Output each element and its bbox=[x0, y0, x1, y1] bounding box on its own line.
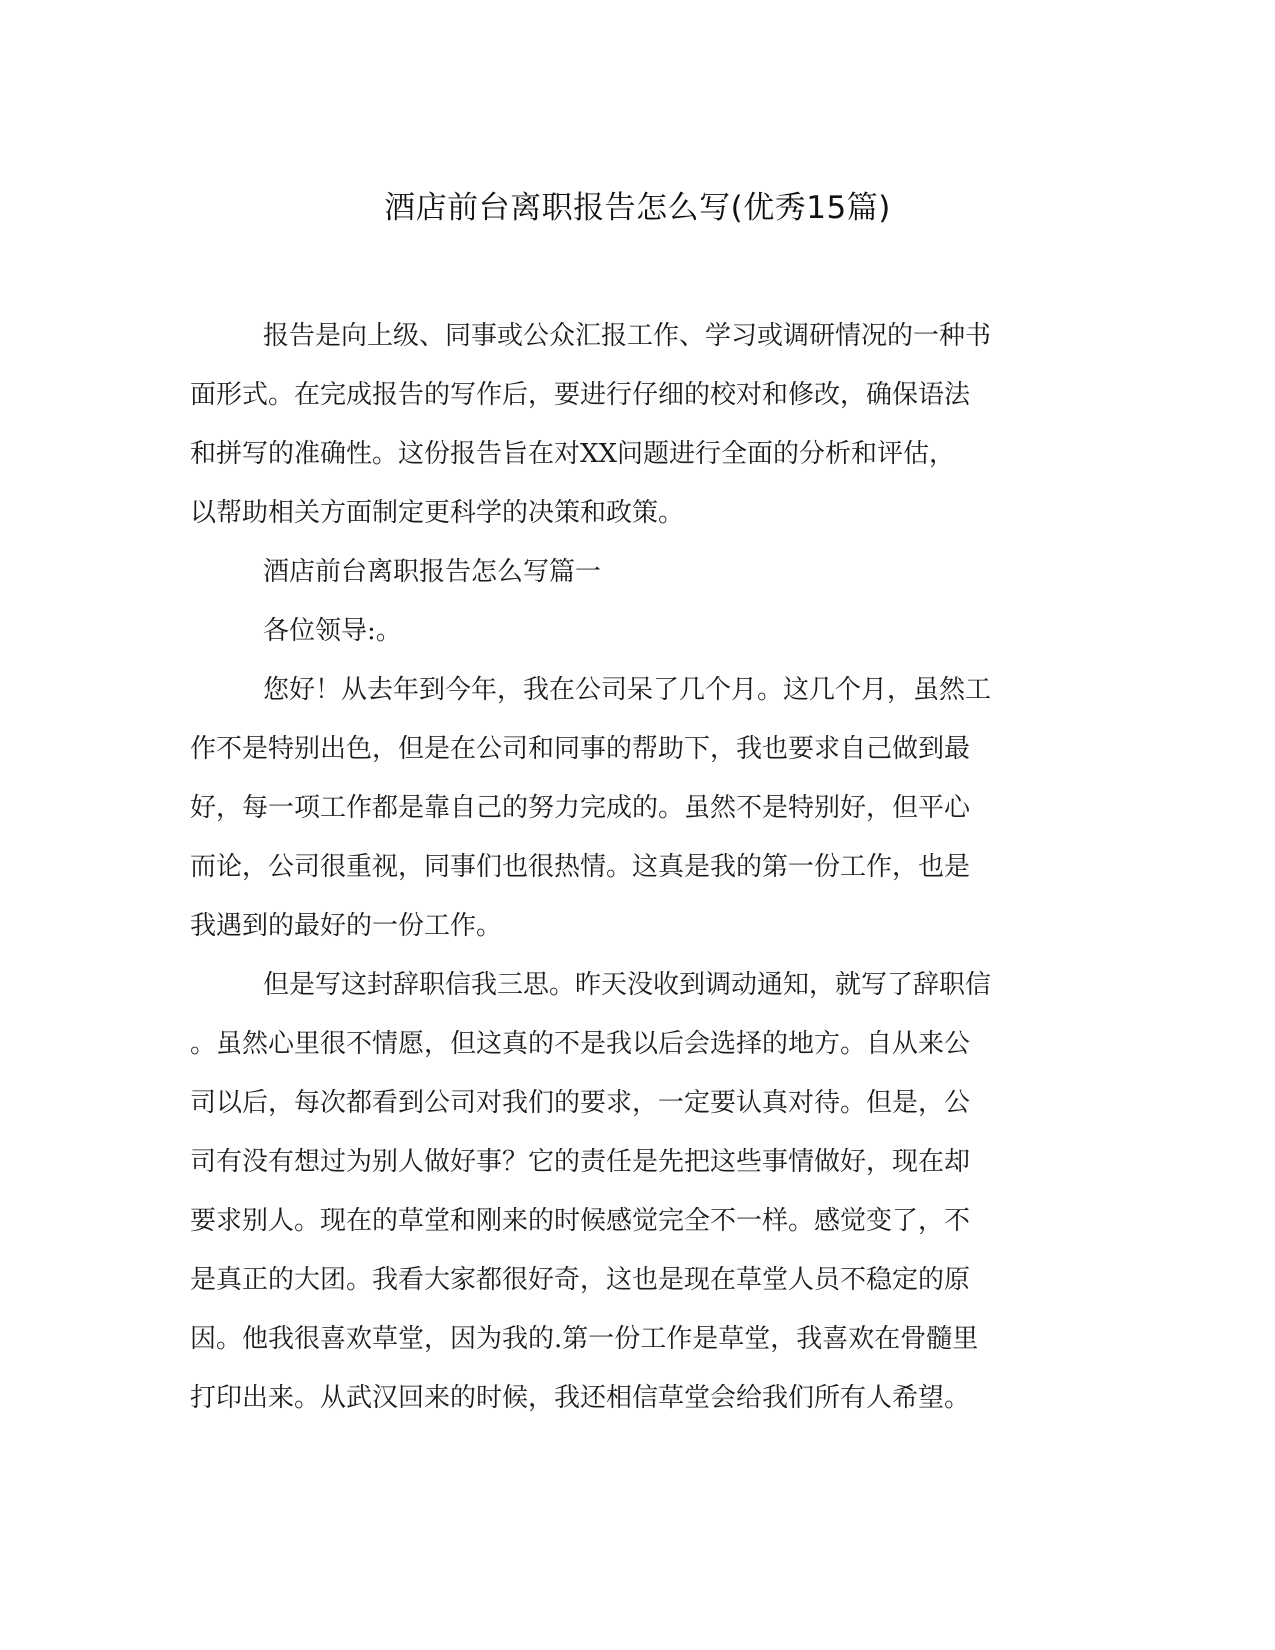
intro-line-4: 以帮助相关方面制定更科学的决策和政策。 bbox=[190, 498, 685, 528]
document-title: 酒店前台离职报告怎么写(优秀15篇) bbox=[384, 190, 891, 226]
paragraph-1-line-2: 作不是特别出色，但是在公司和同事的帮助下，我也要求自己做到最 bbox=[190, 734, 971, 764]
intro-line-2: 面形式。在完成报告的写作后，要进行仔细的校对和修改，确保语法 bbox=[190, 380, 971, 410]
paragraph-1-line-1: 您好！从去年到今年，我在公司呆了几个月。这几个月，虽然工 bbox=[263, 675, 992, 705]
paragraph-2-line-6: 是真正的大团。我看大家都很好奇，这也是现在草堂人员不稳定的原 bbox=[190, 1265, 971, 1295]
paragraph-2-line-7: 因。他我很喜欢草堂，因为我的.第一份工作是草堂，我喜欢在骨髓里 bbox=[190, 1324, 979, 1354]
paragraph-2-line-5: 要求别人。现在的草堂和刚来的时候感觉完全不一样。感觉变了，不 bbox=[190, 1206, 971, 1236]
paragraph-2-line-4: 司有没有想过为别人做好事？它的责任是先把这些事情做好，现在却 bbox=[190, 1147, 971, 1177]
paragraph-1-line-3: 好，每一项工作都是靠自己的努力完成的。虽然不是特别好，但平心 bbox=[190, 793, 971, 823]
paragraph-2-line-8: 打印出来。从武汉回来的时候，我还相信草堂会给我们所有人希望。 bbox=[190, 1383, 971, 1413]
paragraph-2-line-3: 司以后，每次都看到公司对我们的要求，一定要认真对待。但是，公 bbox=[190, 1088, 971, 1118]
paragraph-2-line-2: 。虽然心里很不情愿，但这真的不是我以后会选择的地方。自从来公 bbox=[190, 1029, 971, 1059]
intro-line-3: 和拼写的准确性。这份报告旨在对XX问题进行全面的分析和评估， bbox=[190, 439, 956, 469]
paragraph-1-line-4: 而论，公司很重视，同事们也很热情。这真是我的第一份工作，也是 bbox=[190, 852, 971, 882]
salutation: 各位领导:。 bbox=[263, 616, 402, 646]
intro-line-1: 报告是向上级、同事或公众汇报工作、学习或调研情况的一种书 bbox=[263, 321, 992, 351]
paragraph-1-line-5: 我遇到的最好的一份工作。 bbox=[190, 911, 503, 941]
section-heading: 酒店前台离职报告怎么写篇一 bbox=[263, 557, 602, 587]
paragraph-2-line-1: 但是写这封辞职信我三思。昨天没收到调动通知，就写了辞职信 bbox=[263, 970, 992, 1000]
